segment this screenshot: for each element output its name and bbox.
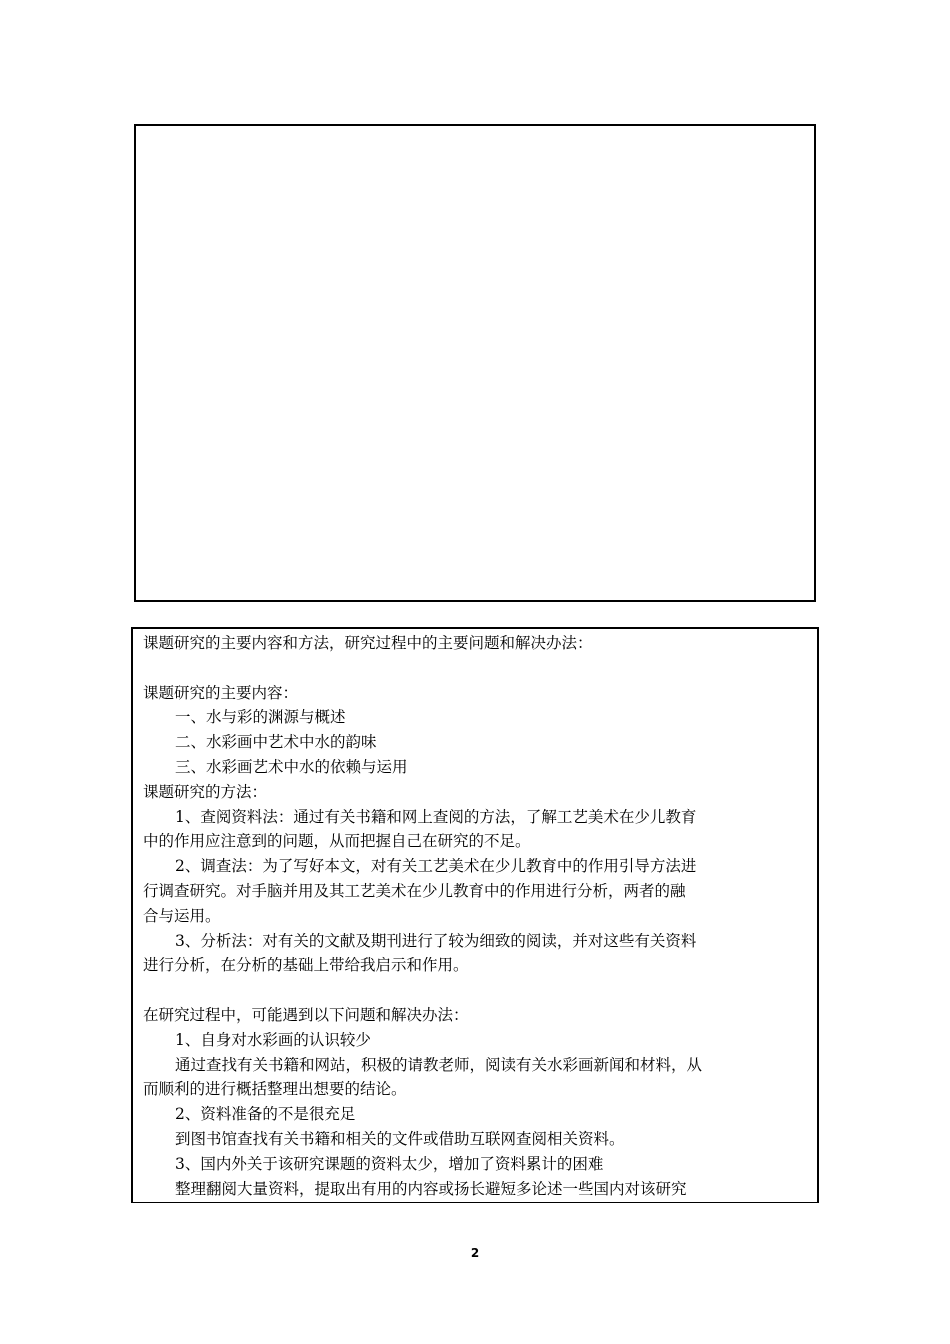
- empty-table-cell: [134, 124, 816, 602]
- content-item: 一、水与彩的渊源与概述: [175, 708, 346, 727]
- problem-issue: 3、国内外关于该研究课题的资料太少，增加了资料累计的困难: [175, 1154, 604, 1173]
- problem-solution: 而顺利的进行概括整理出想要的结论。: [143, 1080, 407, 1099]
- problem-solution: 到图书馆查找有关书籍和相关的文件或借助互联网查阅相关资料。: [175, 1129, 625, 1148]
- blank-line: [143, 656, 815, 681]
- section-heading: 课题研究的主要内容和方法，研究过程中的主要问题和解决办法：: [143, 634, 593, 652]
- method-line: 3、分析法：对有关的文献及期刊进行了较为细致的阅读，并对这些有关资料: [175, 931, 697, 950]
- research-content-text: [143, 631, 815, 1201]
- method-line: 进行分析，在分析的基础上带给我启示和作用。: [143, 956, 469, 975]
- method-line: 中的作用应注意到的问题，从而把握自己在研究的不足。: [143, 832, 531, 851]
- method-line: 行调查研究。对手脑并用及其工艺美术在少儿教育中的作用进行分析，两者的融: [143, 881, 686, 900]
- problem-solution: 整理翻阅大量资料，提取出有用的内容或扬长避短多论述一些国内对该研究: [175, 1179, 687, 1198]
- method-line: 合与运用。: [143, 906, 221, 925]
- problem-issue: 2、资料准备的不是很充足: [175, 1105, 356, 1124]
- main-content-title: 课题研究的主要内容：: [143, 683, 299, 702]
- methods-title: 课题研究的方法：: [143, 782, 268, 801]
- problem-solution: 通过查找有关书籍和网站，积极的请教老师，阅读有关水彩画新闻和材料，从: [175, 1055, 703, 1074]
- research-content-cell: [131, 627, 819, 1203]
- content-item: 三、水彩画艺术中水的依赖与运用: [175, 757, 408, 776]
- page-number: 2: [470, 1246, 480, 1260]
- problem-issue: 1、自身对水彩画的认识较少: [175, 1030, 371, 1049]
- method-line: 2、调查法：为了写好本文，对有关工艺美术在少儿教育中的作用引导方法进: [175, 857, 697, 876]
- content-item: 二、水彩画中艺术中水的韵味: [175, 733, 377, 752]
- problems-title: 在研究过程中，可能遇到以下问题和解决办法：: [143, 1005, 469, 1024]
- method-line: 1、查阅资料法：通过有关书籍和网上查阅的方法，了解工艺美术在少儿教育: [175, 807, 697, 826]
- blank-line: [143, 978, 815, 1003]
